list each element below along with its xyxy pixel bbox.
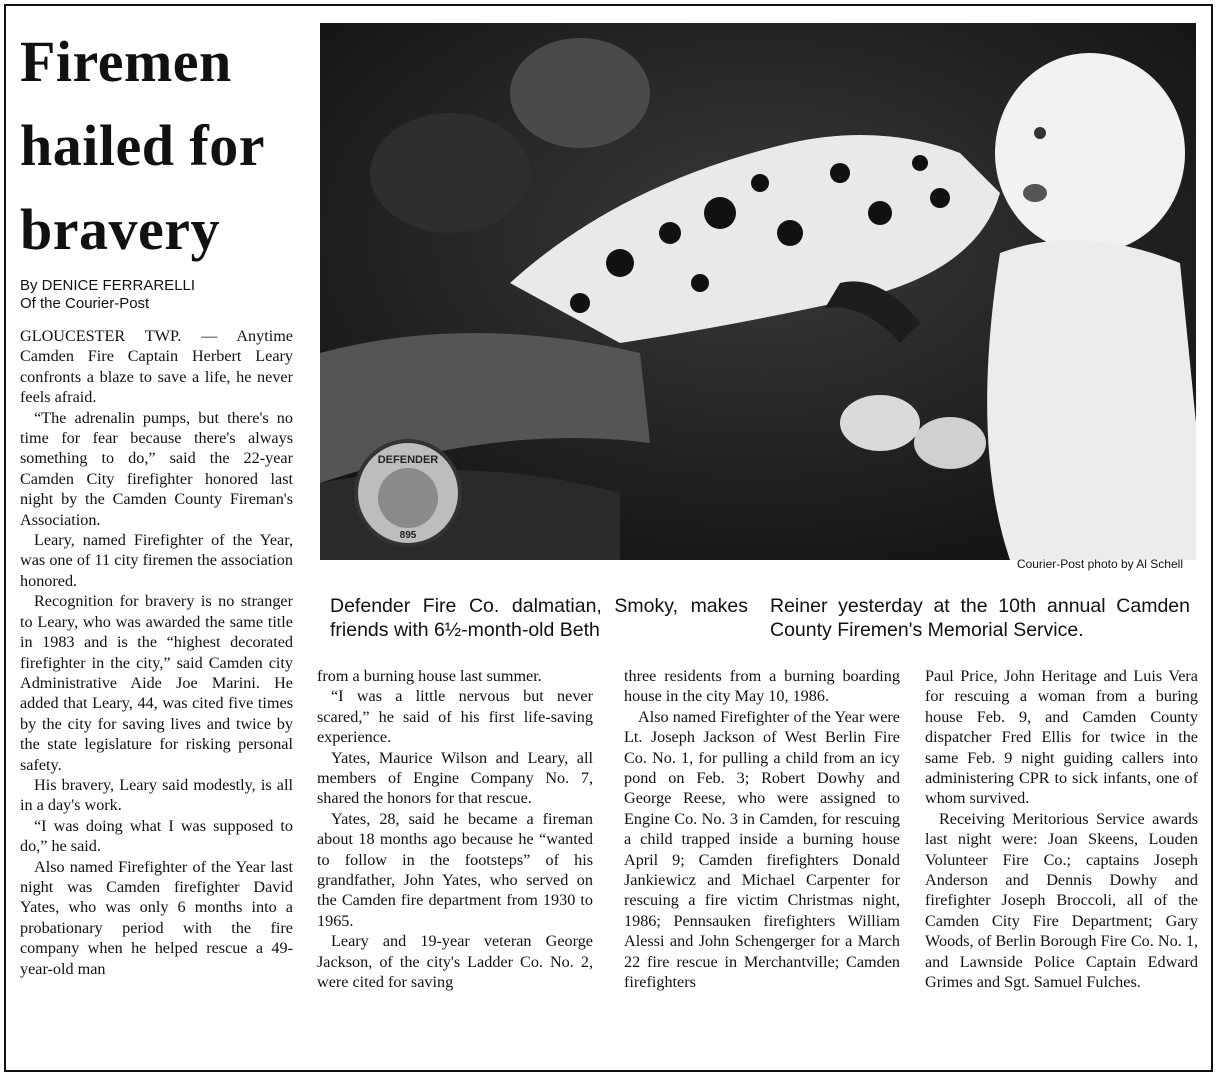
byline-author: By DENICE FERRARELLI — [20, 277, 196, 294]
paragraph: Recognition for bravery is no stranger to Leary, who was awarded the same title in 1983 and is the “highest decorated firefighter in the city,” said Camden city Administrative Aide Joe Marini. He added that Leary, 44, was cited five times by the city for saving lives and twice by the state legislature for risking personal safety. — [20, 592, 293, 774]
article-column — [20, 326, 293, 979]
paragraph: Leary and 19-year veteran George Jackson, of the city's Ladder Co. No. 2, were cited for saving — [317, 932, 593, 992]
photo-credit: Courier-Post photo by Al Schell — [1016, 557, 1183, 571]
paragraph: Paul Price, John Heritage and Luis Vera for rescuing a woman from a buring house Feb. 9, and Camden County dispatcher Fred Ellis for twice in the same Feb. 9 night guiding callers into administering CPR to sick infants, one of whom survived. — [925, 667, 1198, 808]
paragraph: three residents from a burning boarding house in the city May 10, 1986. — [624, 667, 900, 706]
paragraph: “The adrenalin pumps, but there's no time for fear because there's always something to do,” said the 22-year Camden City firefighter honored last night by the Camden County Fireman's Association. — [20, 408, 293, 529]
badge-number: 895 — [399, 530, 417, 541]
byline-affiliation: Of the Courier-Post — [20, 295, 150, 312]
paragraph: Leary, named Firefighter of the Year, was one of 11 city firemen the association honored. — [20, 531, 293, 590]
paragraph: “I was doing what I was supposed to do,” he said. — [20, 816, 293, 856]
paragraph: Also named Firefighter of the Year last night was Camden firefighter David Yates, who was only 6 months into a probationary period with the fire company when he helped rescue a 49-year-old man — [20, 857, 293, 978]
headline — [20, 20, 305, 272]
paragraph: GLOUCESTER TWP. — Anytime Camden Fire Captain Herbert Leary confronts a blaze to save a life, he never feels afraid. — [20, 327, 293, 407]
paragraph: Yates, Maurice Wilson and Leary, all members of Engine Company No. 7, shared the honors for that rescue. — [317, 748, 593, 808]
paragraph: from a burning house last summer. — [317, 667, 542, 685]
paragraph: Receiving Meritorious Service awards last night were: Joan Skeens, Louden Volunteer Fire Co.; captains Joseph Anderson and Dennis Dowhy and firefighter Joseph Broccoli, all of the Camden City Fire Department; Gary Woods, of Berlin Borough Fire Co. No. 1, and Lawnside Police Captain Edward Grimes and Sgt. Samuel Fulches. — [925, 809, 1198, 992]
baby — [995, 53, 1185, 253]
background-person — [510, 38, 650, 148]
photo-caption: Reiner yesterday at the 10th annual Camden County Firemen's Memorial Service. — [770, 595, 1190, 641]
byline — [20, 277, 305, 313]
headline-line: bravery — [20, 197, 220, 262]
paragraph: “I was a little nervous but never scared,” he said of his first life-saving experience. — [317, 687, 593, 747]
photo-caption: Defender Fire Co. dalmatian, Smoky, makes friends with 6½-month-old Beth — [330, 595, 748, 641]
photo-illustration — [320, 23, 1196, 560]
paragraph: Yates, 28, said he became a fireman about 18 months ago because he “wanted to follow in the footsteps” of his grandfather, John Yates, who served on the Camden fire department from 1930 to 1965. — [317, 809, 593, 930]
headline-line: hailed for — [20, 113, 266, 178]
headline-line: Firemen — [20, 29, 232, 94]
paragraph: His bravery, Leary said modestly, is all in a day's work. — [20, 775, 293, 815]
paragraph: Also named Firefighter of the Year were Lt. Joseph Jackson of West Berlin Fire Co. No. 1, for pulling a child from an icy pond on Feb. 3; Robert Dowhy and George Reese, who were assigned to Engine Co. No. 3 in Camden, for rescuing a child trapped inside a burning house April 9; Camden firefighters Donald Jankiewicz and Michael Carpenter for rescuing a fire victim Christmas night, 1986; Pennsauken firefighters William Alessi and John Schengerger for a March 22 fire rescue in Merchantville; Camden firefighters — [624, 707, 900, 992]
badge-text: DEFENDER — [377, 454, 439, 466]
article-column — [925, 666, 1198, 993]
article-column — [624, 666, 900, 993]
article-column — [317, 666, 593, 993]
news-photo — [320, 23, 1196, 560]
